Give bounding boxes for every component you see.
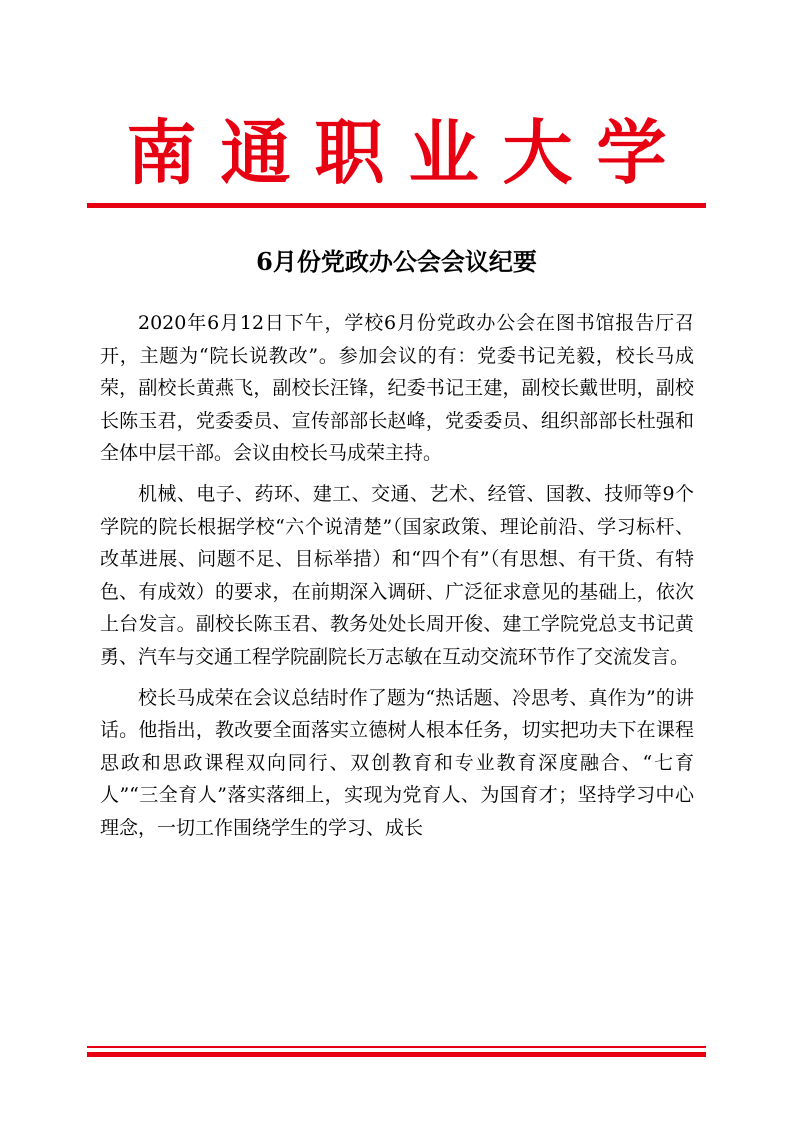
paragraph-presentations: 机械、电子、药环、建工、交通、艺术、经管、国教、技师等9个学院的院长根据学校“六个说清楚”（国家政策、理论前沿、学习标杆、改革进展、问题不足、目标举措）和“四个有”（有思想、有干货、有特色、有成效）的要求，在前期深入调研、广泛征求意见的基础上，依次上台发言。副校长陈玉君、教务处处长周开俊、建工学院党总支书记黄勇、汽车与交通工程学院副院长万志敏在互动交流环节作了交流发言。 xyxy=(100,482,694,668)
letterhead-divider xyxy=(87,203,706,208)
document-body xyxy=(100,307,694,853)
footer-divider-thin xyxy=(87,1046,706,1048)
paragraph-summary: 校长马成荣在会议总结时作了题为“热话题、冷思考、真作为”的讲话。他指出，教改要全面落实立德树人根本任务，切实把功夫下在课程思政和思政课程双向同行、双创教育和专业教育深度融合、“七育人”“三全育人”落实落细上，实现为党育人、为国育才；坚持学习中心理念，一切工作围绕学生的学习、成长 xyxy=(100,686,694,839)
footer-divider-thick xyxy=(87,1052,706,1057)
document-title: 6月份党政办公会会议纪要 xyxy=(256,247,537,276)
paragraph-attendance: 2020年6月12日下午，学校6月份党政办公会在图书馆报告厅召开，主题为“院长说教改”。参加会议的有：党委书记羌毅，校长马成荣，副校长黄燕飞，副校长汪锋，纪委书记王建，副校长戴世明，副校长陈玉君，党委委员、宣传部部长赵峰，党委委员、组织部部长杜强和全体中层干部。会议由校长马成荣主持。 xyxy=(100,312,694,465)
letterhead-title: 南通职业大学 xyxy=(126,111,691,194)
